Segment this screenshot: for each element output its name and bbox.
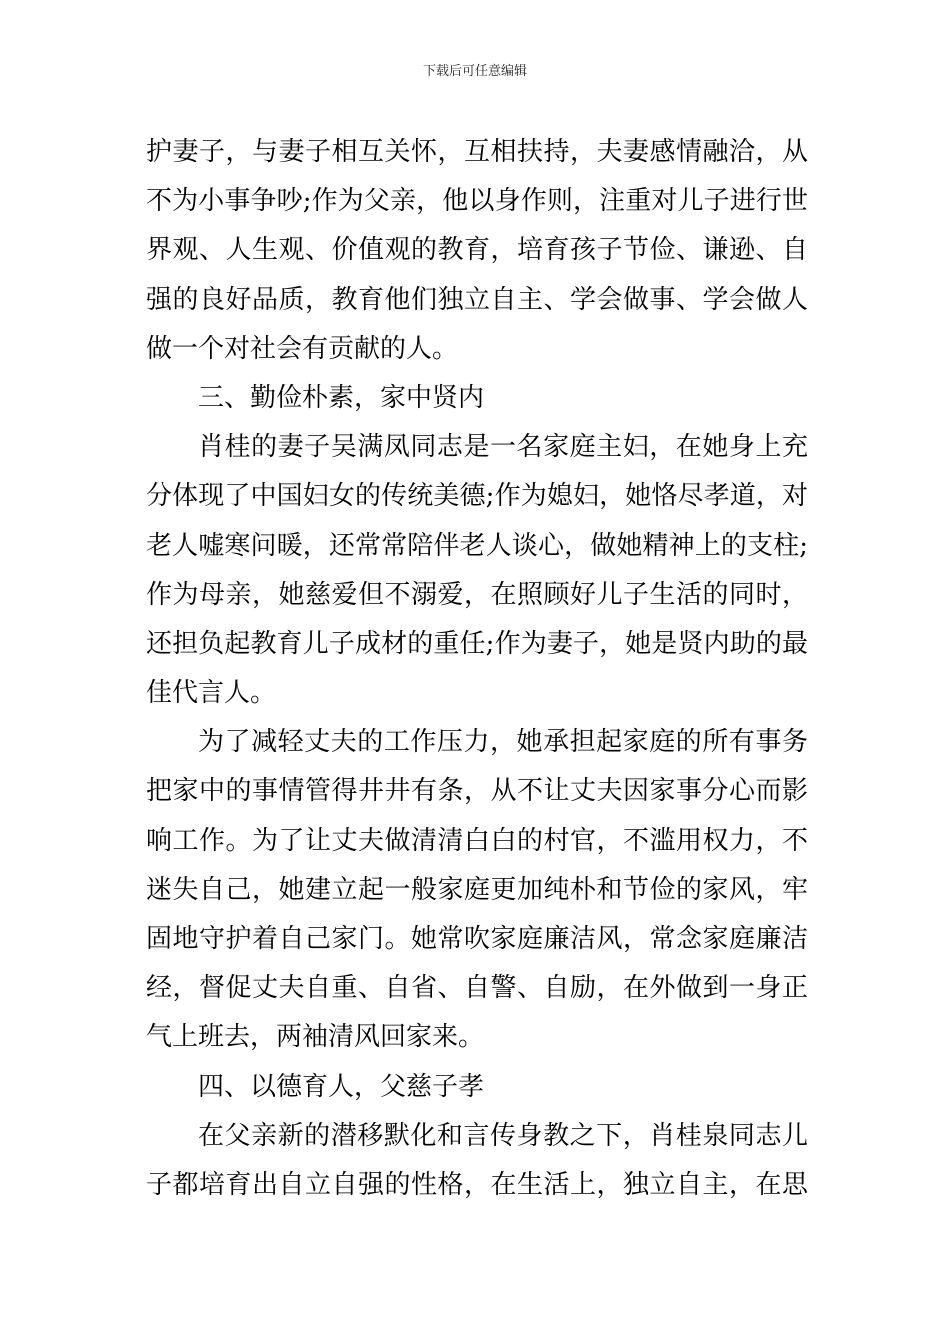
text-line: 在父亲新的潜移默化和言传身教之下，肖桂泉同志儿	[198, 1120, 808, 1151]
text-line: 佳代言人。	[146, 678, 277, 709]
text-line: 气上班去，两袖清风回家来。	[146, 1022, 485, 1053]
text-line: 老人嘘寒问暖，还常常陪伴老人谈心，做她精神上的支柱;	[146, 530, 808, 561]
text-line: 经，督促丈夫自重、自省、自警、自励，在外做到一身正	[146, 973, 808, 1004]
text-line: 固地守护着自己家门。她常吹家庭廉洁风，常念家庭廉洁	[146, 924, 808, 954]
text-line: 子都培育出自立自强的性格，在生活上，独立自主，在思	[146, 1169, 808, 1200]
text-line: 肖桂的妻子吴满凤同志是一名家庭主妇，在她身上充	[198, 432, 808, 463]
text-line: 迷失自己，她建立起一般家庭更加纯朴和节俭的家风，牢	[146, 874, 808, 905]
text-line: 作为母亲，她慈爱但不溺爱，在照顾好儿子生活的同时，	[146, 579, 808, 610]
text-line: 做一个对社会有贡献的人。	[146, 333, 459, 364]
text-line: 三、勤俭朴素，家中贤内	[198, 382, 485, 413]
text-line: 为了减轻丈夫的工作压力，她承担起家庭的所有事务	[198, 727, 808, 758]
text-line: 护妻子，与妻子相互关怀，互相扶持，夫妻感情融洽，从	[146, 137, 808, 167]
text-line: 界观、人生观、价值观的教育，培育孩子节俭、谦逊、自	[146, 235, 808, 266]
text-line: 响工作。为了让丈夫做清清白白的村官，不滥用权力，不	[146, 825, 808, 856]
text-line: 强的良好品质，教育他们独立自主、学会做事、学会做人	[146, 284, 808, 315]
text-line: 四、以德育人，父慈子孝	[198, 1071, 485, 1102]
text-line: 不为小事争吵;作为父亲，他以身作则，注重对儿子进行世	[146, 186, 808, 217]
text-line: 分体现了中国妇女的传统美德;作为媳妇，她恪尽孝道，对	[146, 481, 808, 512]
text-line: 把家中的事情管得井井有条，从不让丈夫因家事分心而影	[146, 776, 808, 807]
text-line: 还担负起教育儿子成材的重任;作为妻子，她是贤内助的最	[146, 628, 808, 659]
page-header: 下载后可任意编辑	[422, 64, 527, 79]
body-text	[146, 128, 808, 1210]
